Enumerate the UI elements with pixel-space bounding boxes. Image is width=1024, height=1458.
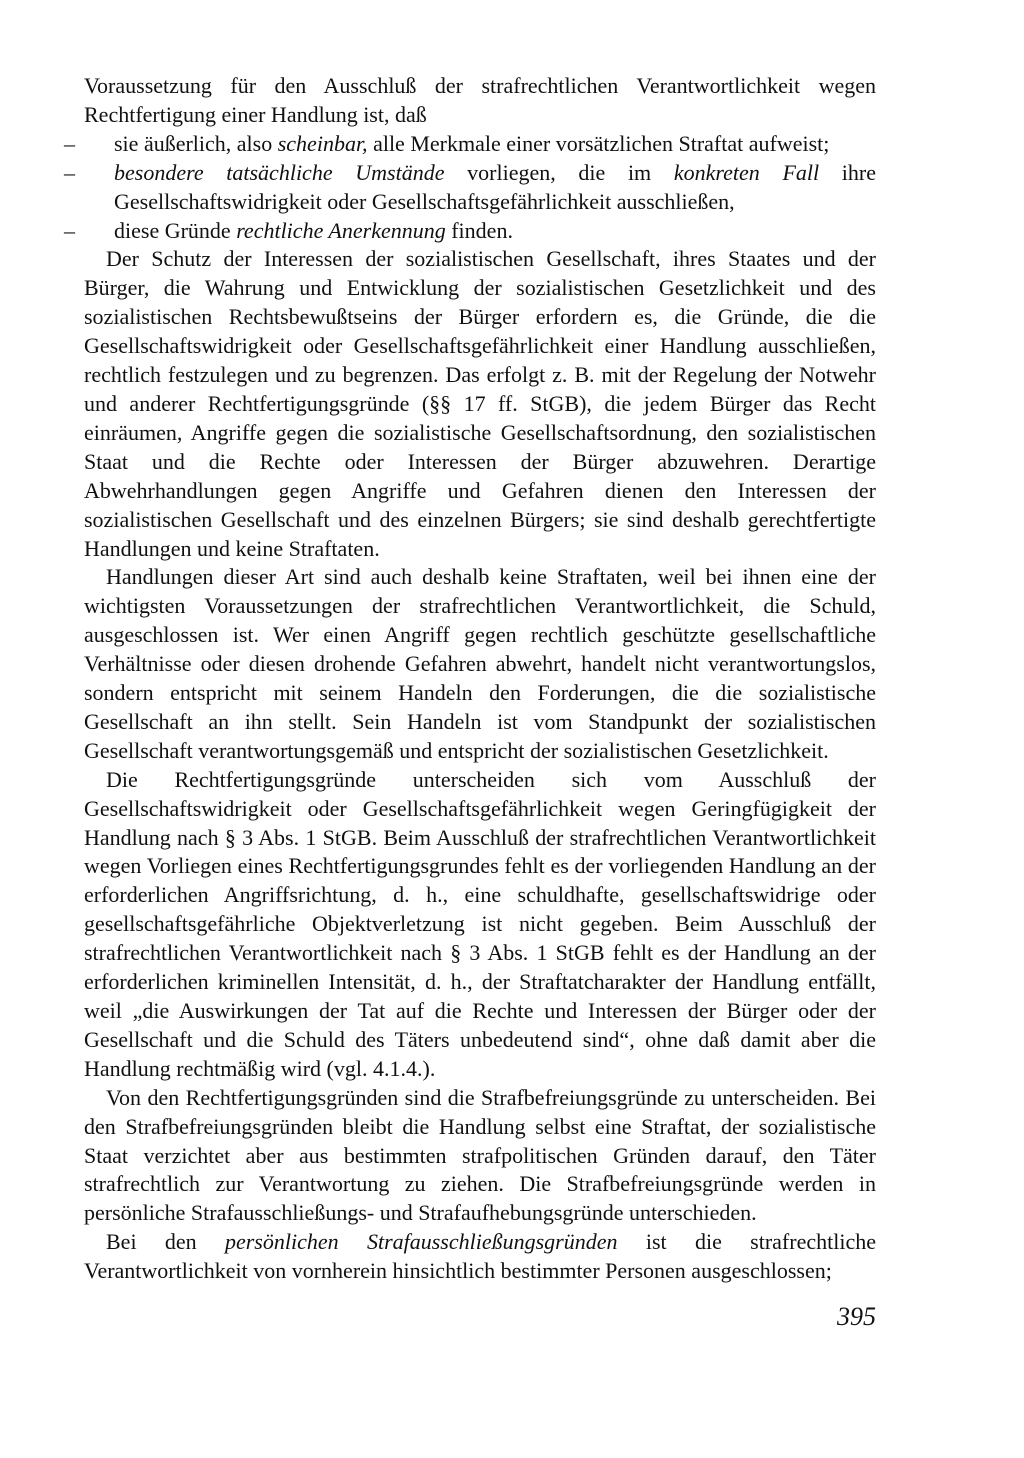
list-emphasis: konkreten Fall bbox=[673, 159, 820, 185]
list-text: alle Merkmale einer vorsätzlichen Straftat aufweist; bbox=[367, 130, 830, 156]
list-text: vorliegen, die im bbox=[444, 159, 674, 185]
body-paragraph: Der Schutz der Interessen der sozialistischen Gesellschaft, ihres Staates und der Bürger, die Wahrung und Entwicklung der sozialistischen Gesetzlichkeit und des sozialistischen Rechtsbewußtseins der Bürger erfordern es, die Gründe, die die Gesellschaftswidrigkeit oder Gesellschaftsgefährlichkeit einer Handlung ausschließen, rechtlich festzulegen und zu begrenzen. Das erfolgt z. B. mit der Regelung der Notwehr und anderer Rechtfertigungsgründe (§§ 17 ff. StGB), die jedem Bürger das Recht einräumen, Angriffe gegen die sozialistische Gesellschaftsordnung, den sozialistischen Staat und die Rechte oder Interessen der Bürger abzuwehren. Derartige Abwehrhandlungen gegen Angriffe und Gefahren dienen den Interessen der sozialistischen Gesellschaft und des einzelnen Bürgers; sie sind deshalb gerechtfertigte Handlungen und keine Straftaten. bbox=[84, 246, 876, 561]
body-paragraph bbox=[84, 1228, 876, 1286]
list-emphasis: rechtliche Anerkennung bbox=[236, 217, 446, 243]
list-text: sie äußerlich, also bbox=[114, 130, 278, 156]
dash-marker: – bbox=[64, 130, 75, 156]
page-number: 395 bbox=[837, 1302, 876, 1331]
dash-marker: – bbox=[64, 217, 75, 243]
list-text: diese Gründe bbox=[114, 217, 237, 243]
list-text: ihre Gesellschaftswidrigkeit oder Gesellschaftsgefährlichkeit ausschließen, bbox=[114, 159, 877, 214]
dash-marker: – bbox=[64, 159, 75, 185]
body-paragraph: Handlungen dieser Art sind auch deshalb keine Straftaten, weil bei ihnen eine der wichtigsten Voraussetzungen der strafrechtlichen Verantwortlichkeit, die Schuld, ausgeschlossen ist. Wer einen Angriff gegen rechtlich geschützte gesellschaftliche Verhältnisse oder diesen drohende Gefahren abwehrt, handelt nicht verantwortungslos, sondern entspricht mit seinem Handeln den Forderungen, die die sozialistische Gesellschaft an ihn stellt. Sein Handeln ist vom Standpunkt der sozialistischen Gesellschaft verantwortungsgemäß und entspricht der sozialistischen Gesetzlichkeit. bbox=[84, 564, 876, 763]
list-emphasis: scheinbar, bbox=[277, 130, 368, 156]
list-text: finden. bbox=[445, 217, 513, 243]
paragraph-text: Bei den bbox=[106, 1229, 225, 1255]
document-page bbox=[64, 72, 877, 1286]
paragraph-emphasis: persönlichen Strafausschließungsgründen bbox=[224, 1229, 618, 1255]
list-item bbox=[64, 130, 876, 159]
list-emphasis: besondere tatsächliche Umstände bbox=[114, 159, 445, 185]
list-item bbox=[64, 217, 876, 246]
paragraph-text: ist die strafrechtliche Verantwortlichkeit von vornherein hinsichtlich bestimmter Personen ausgeschlossen; bbox=[84, 1229, 876, 1284]
body-paragraph: Von den Rechtfertigungsgründen sind die Strafbefreiungsgründe zu unterscheiden. Bei den Strafbefreiungsgründen bleibt die Handlung selbst eine Straftat, der sozialistische Staat verzichtet aber aus bestimmten strafpolitischen Gründen darauf, den Täter strafrechtlich zur Verantwortung zu ziehen. Die Strafbefreiungsgründe werden in persönliche Strafausschließungs- und Strafaufhebungsgründe unterschieden. bbox=[84, 1084, 876, 1226]
body-paragraph: Die Rechtfertigungsgründe unterscheiden sich vom Ausschluß der Gesellschaftswidrigkeit oder Gesellschaftsgefährlichkeit wegen Geringfügigkeit der Handlung nach § 3 Abs. 1 StGB. Beim Ausschluß der strafrechtlichen Verantwortlichkeit wegen Vorliegen eines Rechtfertigungsgrundes fehlt es der vorliegenden Handlung an der erforderlichen Angriffsrichtung, d. h., eine schuldhafte, gesellschaftswidrige oder gesellschaftsgefährliche Objektverletzung ist nicht gegeben. Beim Ausschluß der strafrechtlichen Verantwortlichkeit nach § 3 Abs. 1 StGB fehlt es der Handlung an der erforderlichen kriminellen Intensität, d. h., der Straftatcharakter der Handlung entfällt, weil „die Auswirkungen der Tat auf die Rechte und Interessen der Bürger oder der Gesellschaft und die Schuld des Täters unbedeutend sind“, ohne daß damit aber die Handlung rechtmäßig wird (vgl. 4.1.4.). bbox=[84, 766, 876, 1081]
condition-list bbox=[64, 130, 877, 246]
list-item bbox=[64, 159, 877, 217]
intro-paragraph: Voraussetzung für den Ausschluß der strafrechtlichen Verantwortlichkeit wegen Rechtfertigung einer Handlung ist, daß bbox=[84, 73, 876, 127]
